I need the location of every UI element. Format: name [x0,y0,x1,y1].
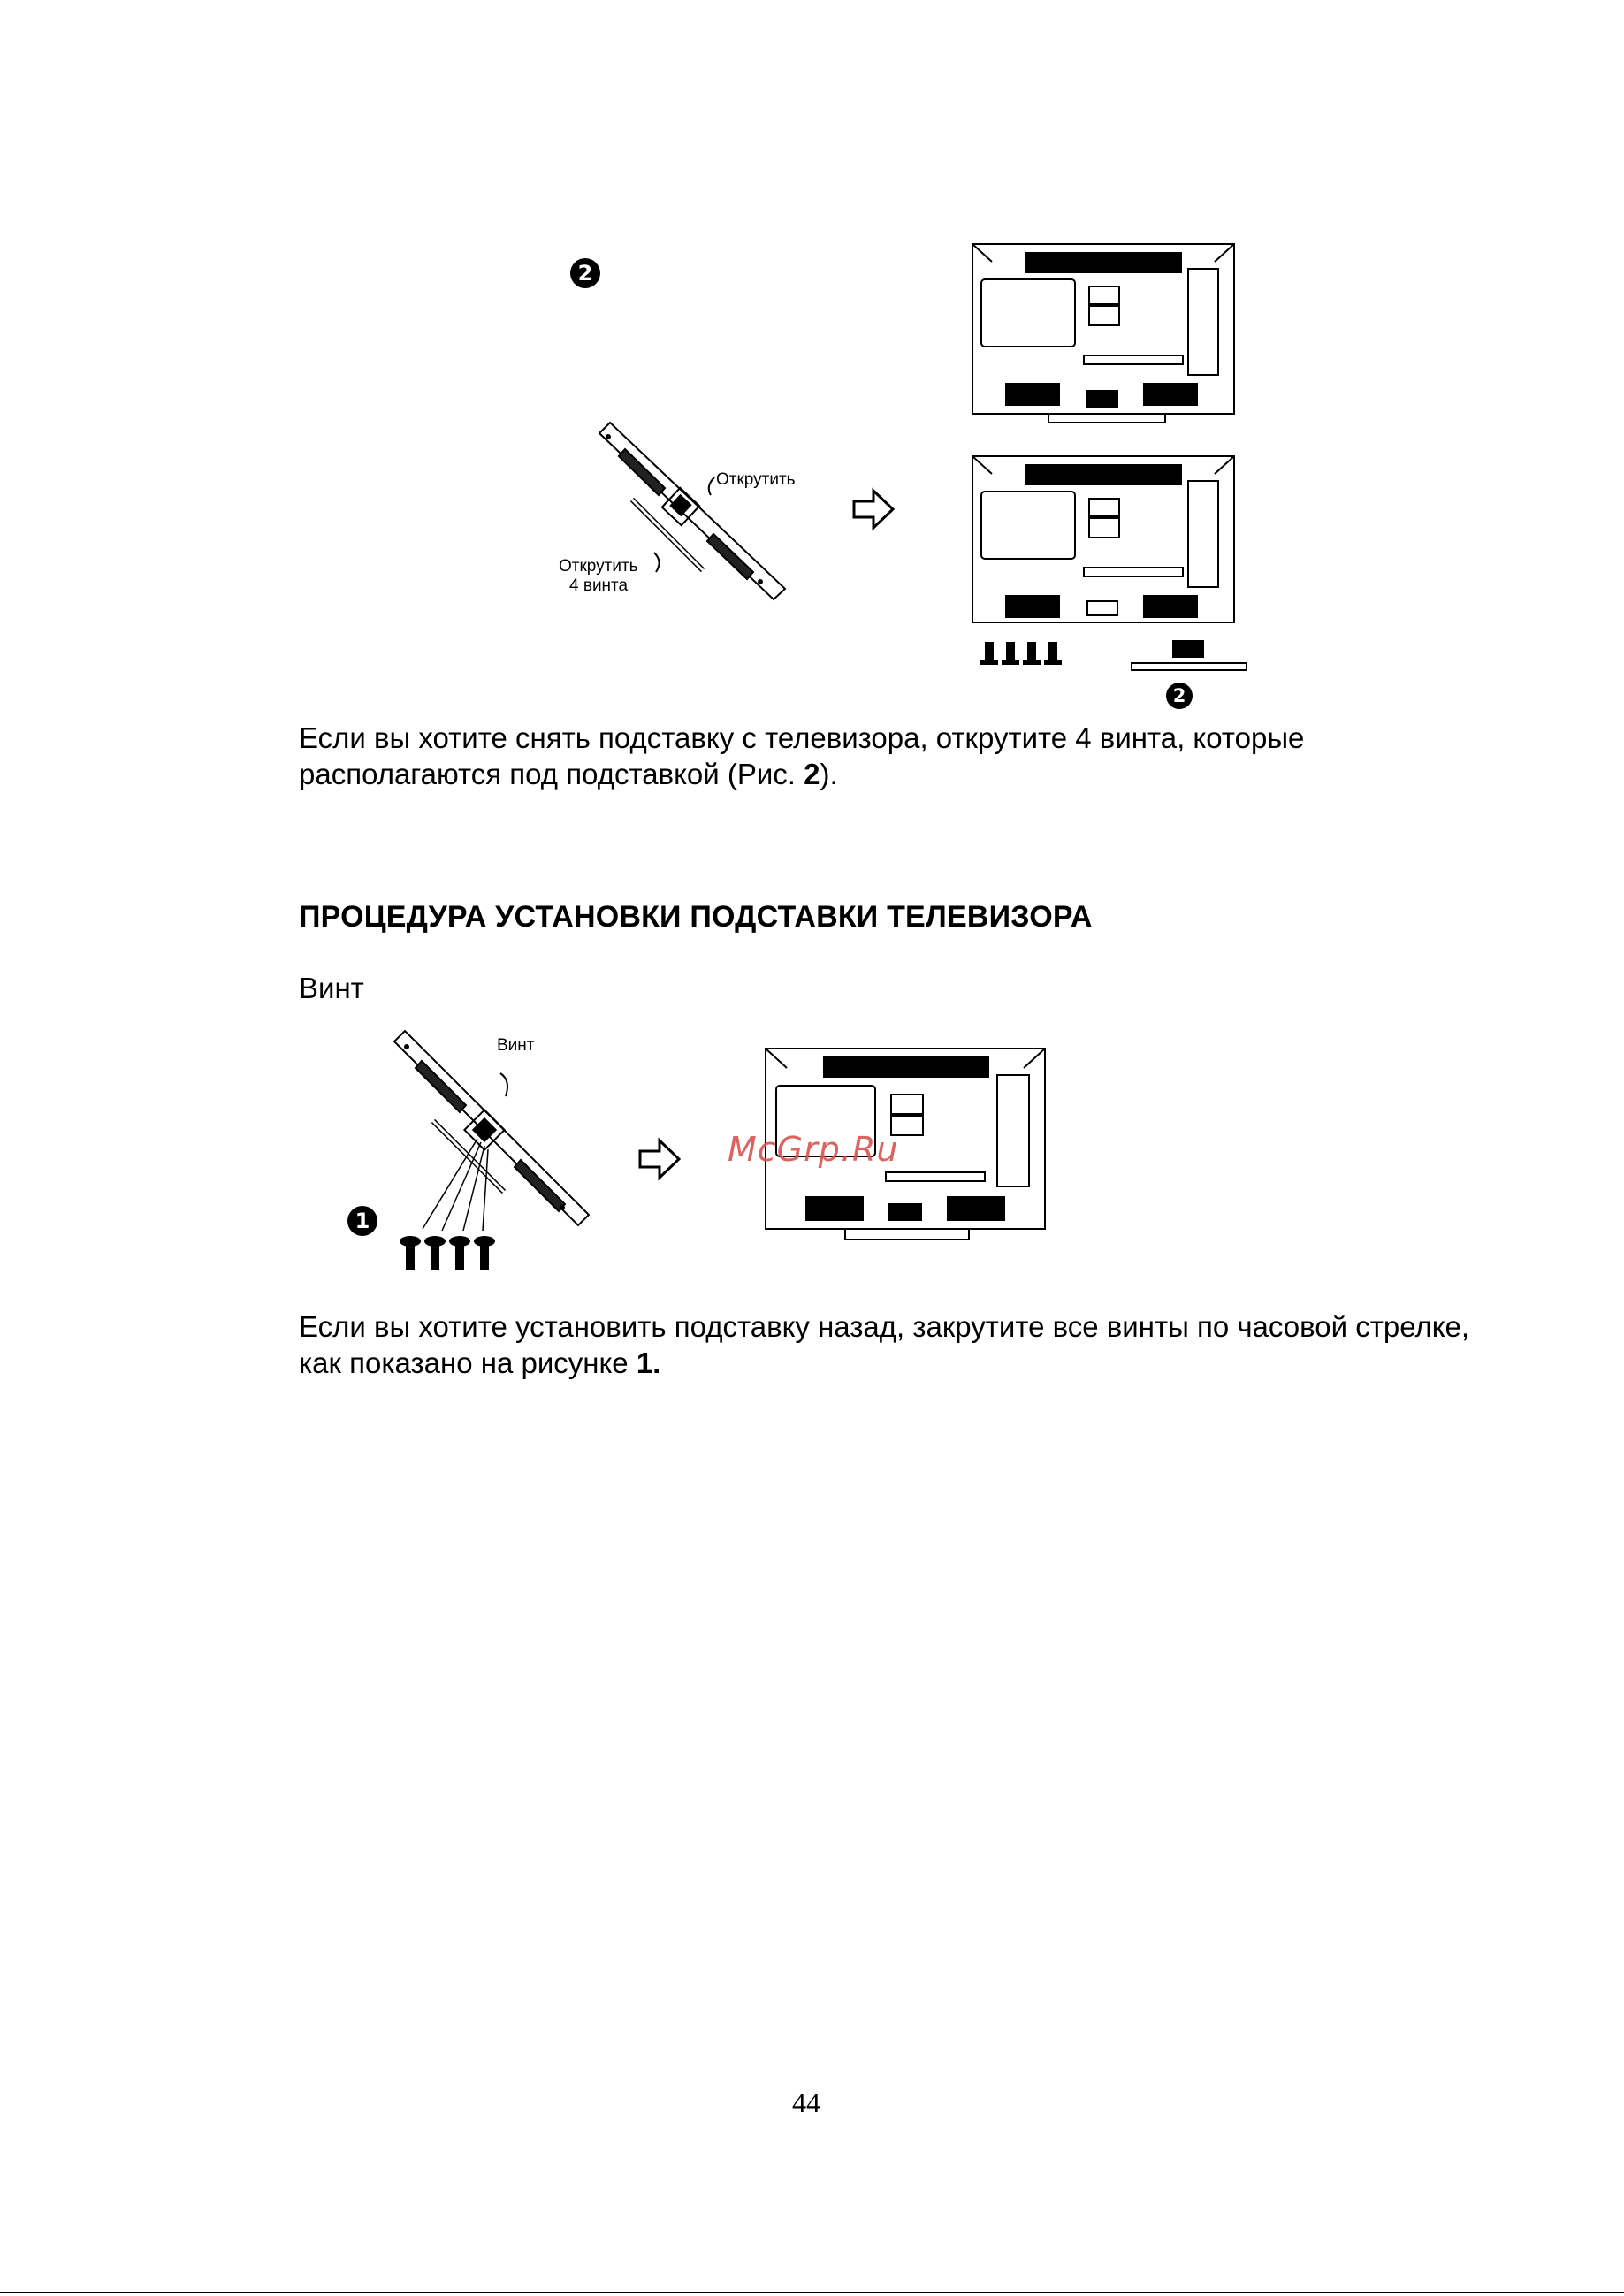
label-unscrew-bottom-line2: 4 винта [569,576,629,595]
instruction-install-stand: Если вы хотите установить подставку назад, закрутите все винты по часовой стрелке, как показано на рисунке 1. [299,1310,1470,1379]
screws-icon [400,1234,497,1273]
label-unscrew-top: Открутить [716,470,796,489]
tv-side-view-screw [389,1034,601,1238]
bottom-rule [0,2292,1624,2293]
label-screw: Винт [497,1036,535,1055]
screws-and-stand-parts [976,638,1250,683]
parts-marker-2: 2 [1166,683,1193,709]
tv-back-with-stand [971,242,1236,430]
figure-ref-1: 1. [636,1346,661,1379]
step-marker-2: 2 [570,258,600,288]
tv-back-without-stand [971,454,1236,624]
right-arrow-icon [852,489,896,530]
watermark: McGrp.Ru [728,1130,899,1169]
subheading-screw: Винт [299,972,364,1004]
step-marker-1: 1 [347,1206,377,1236]
label-unscrew-bottom-line1: Открутить [559,557,638,576]
right-arrow-icon-2 [638,1139,682,1179]
instruction-remove-stand: Если вы хотите снять подставку с телевизора, открутите 4 винта, которые располагаются под подставкой (Рис. 2). [299,721,1305,790]
page-number: 44 [792,2086,820,2118]
section-heading: ПРОЦЕДУРА УСТАНОВКИ ПОДСТАВКИ ТЕЛЕВИЗОРА [299,900,1093,934]
figure-ref-2: 2 [804,758,820,790]
